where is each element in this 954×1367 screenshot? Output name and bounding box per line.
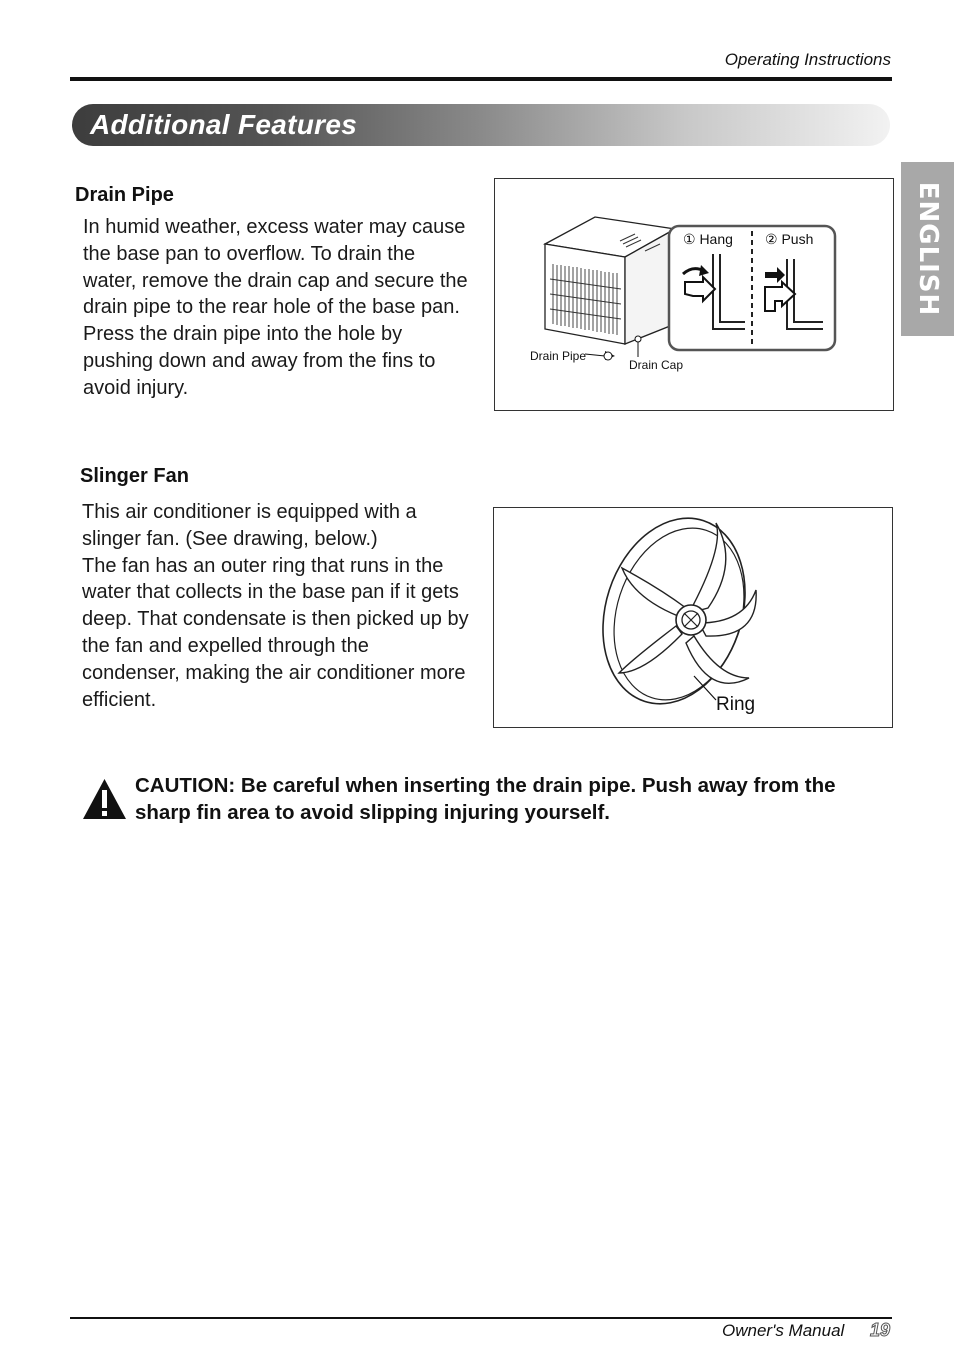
step-hang-label: ① Hang xyxy=(683,231,733,247)
drain-pipe-figure xyxy=(494,178,894,411)
footer-rule xyxy=(70,1317,892,1319)
step-push-label: ② Push xyxy=(765,231,814,247)
slinger-fan-paragraph: This air conditioner is equipped with a slinger fan. (See drawing, below.) xyxy=(82,501,417,550)
slinger-fan-text xyxy=(82,499,470,713)
air-conditioner-drawing xyxy=(495,179,892,409)
header-rule xyxy=(70,77,892,81)
drain-pipe-heading: Drain Pipe xyxy=(75,184,174,206)
slinger-fan-figure xyxy=(493,507,893,728)
drain-pipe-label: Drain Pipe xyxy=(530,349,587,363)
page-number: 19 xyxy=(870,1320,891,1340)
drain-pipe-text xyxy=(83,214,468,402)
slinger-fan-heading: Slinger Fan xyxy=(80,465,189,487)
caution-text: CAUTION: Be careful when inserting the drain pipe. Push away from the sharp fin area to avoid slipping injuring yourself. xyxy=(135,774,836,824)
section-banner xyxy=(72,104,890,146)
running-header: Operating Instructions xyxy=(724,50,891,69)
slinger-fan-paragraph: The fan has an outer ring that runs in the water that collects in the base pan if it gets deep. That condensate is then picked up by the fan and expelled through the condenser, making the air conditioner more efficient. xyxy=(82,554,469,711)
language-tab-label: ENGLISH xyxy=(912,181,943,317)
fan-drawing xyxy=(494,508,891,726)
footer-title: Owner's Manual xyxy=(722,1321,845,1340)
section-title: Additional Features xyxy=(90,109,358,140)
language-tab xyxy=(901,162,954,336)
drain-cap-label: Drain Cap xyxy=(629,358,684,372)
drain-pipe-paragraph: Press the drain pipe into the hole by pushing down and away from the fins to avoid injury. xyxy=(83,323,436,399)
ring-label: Ring xyxy=(716,694,756,715)
drain-pipe-paragraph: In humid weather, excess water may cause the base pan to overflow. To drain the water, remove the drain cap and secure the drain pipe to the rear hole of the base pan. xyxy=(83,216,468,319)
warning-triangle-icon xyxy=(82,778,127,820)
